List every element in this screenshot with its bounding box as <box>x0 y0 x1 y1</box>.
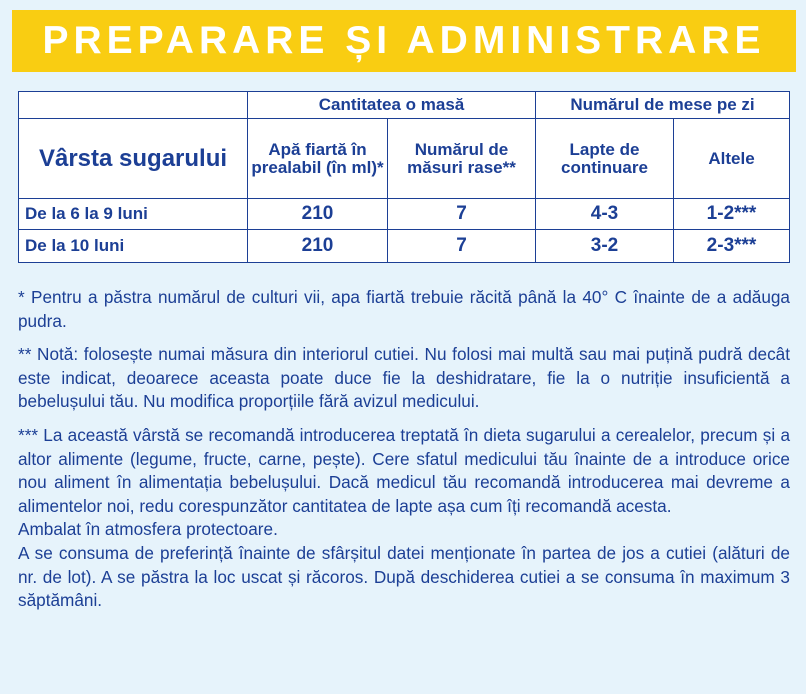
row-other-meals: 2-3*** <box>674 230 790 263</box>
storage-note: A se consuma de preferință înainte de sfârșitul datei menționate în partea de jos a cutiei (alături de nr. de lot). A se păstra la loc uscat și răcoros. După deschiderea cutiei a se consuma în maximum 3 săptămâni. <box>18 542 790 611</box>
notes-section <box>18 286 790 613</box>
table-header-row <box>19 92 790 119</box>
table-row <box>19 230 790 263</box>
row-water-ml: 210 <box>248 230 388 263</box>
row-scoops: 7 <box>388 199 536 230</box>
table-subheader-row <box>19 119 790 199</box>
row-other-meals: 1-2*** <box>674 199 790 230</box>
header-blank-cell <box>19 92 248 119</box>
row-scoops: 7 <box>388 230 536 263</box>
row-milk-meals: 3-2 <box>536 230 674 263</box>
note-scoop-usage: ** Notă: folosește numai măsura din interiorul cutiei. Nu folosi mai multă sau mai puțină pudră decât este indicat, deoarece aceasta poate duce fie la deshidratare, fie la o nutriție insuficientă a bebelușului tău. Nu modifica proporțiile fără avizul medicului. <box>18 344 790 412</box>
packaging-note: Ambalat în atmosfera protectoare. <box>18 519 278 540</box>
title-banner <box>12 10 796 72</box>
header-amount-per-meal: Cantitatea o masă <box>248 92 536 119</box>
header-follow-on-milk: Lapte de continuare <box>536 119 674 199</box>
dosage-table <box>18 91 790 263</box>
row-water-ml: 210 <box>248 199 388 230</box>
header-boiled-water: Apă fiartă în prealabil (în ml)* <box>248 119 388 199</box>
header-infant-age: Vârsta sugarului <box>19 119 248 199</box>
row-age: De la 10 luni <box>19 230 248 263</box>
table-row <box>19 199 790 230</box>
note-diet: *** La această vârstă se recomandă introducerea treptată în dieta sugarului a cerealelor, precum și a altor alimente (legume, fructe, carne, pește). Cere sfatul medicului tău înainte de a introduce orice nou aliment în alimentația bebelușului. Dacă medicul tău recomandă introducerea mai devreme a alimentelor noi, redu corespunzător cantitatea de lapte așa cum îți recomandă acesta. <box>18 424 790 516</box>
header-level-scoops: Numărul de măsuri rase** <box>388 119 536 199</box>
page-title: PREPARARE ȘI ADMINISTRARE <box>42 19 766 62</box>
note-cultures: * Pentru a păstra numărul de culturi vii, apa fiartă trebuie răcită până la 40° C înainte de a adăuga pudra. <box>18 287 790 331</box>
row-age: De la 6 la 9 luni <box>19 199 248 230</box>
header-meals-per-day: Numărul de mese pe zi <box>536 92 790 119</box>
header-other: Altele <box>674 119 790 199</box>
row-milk-meals: 4-3 <box>536 199 674 230</box>
